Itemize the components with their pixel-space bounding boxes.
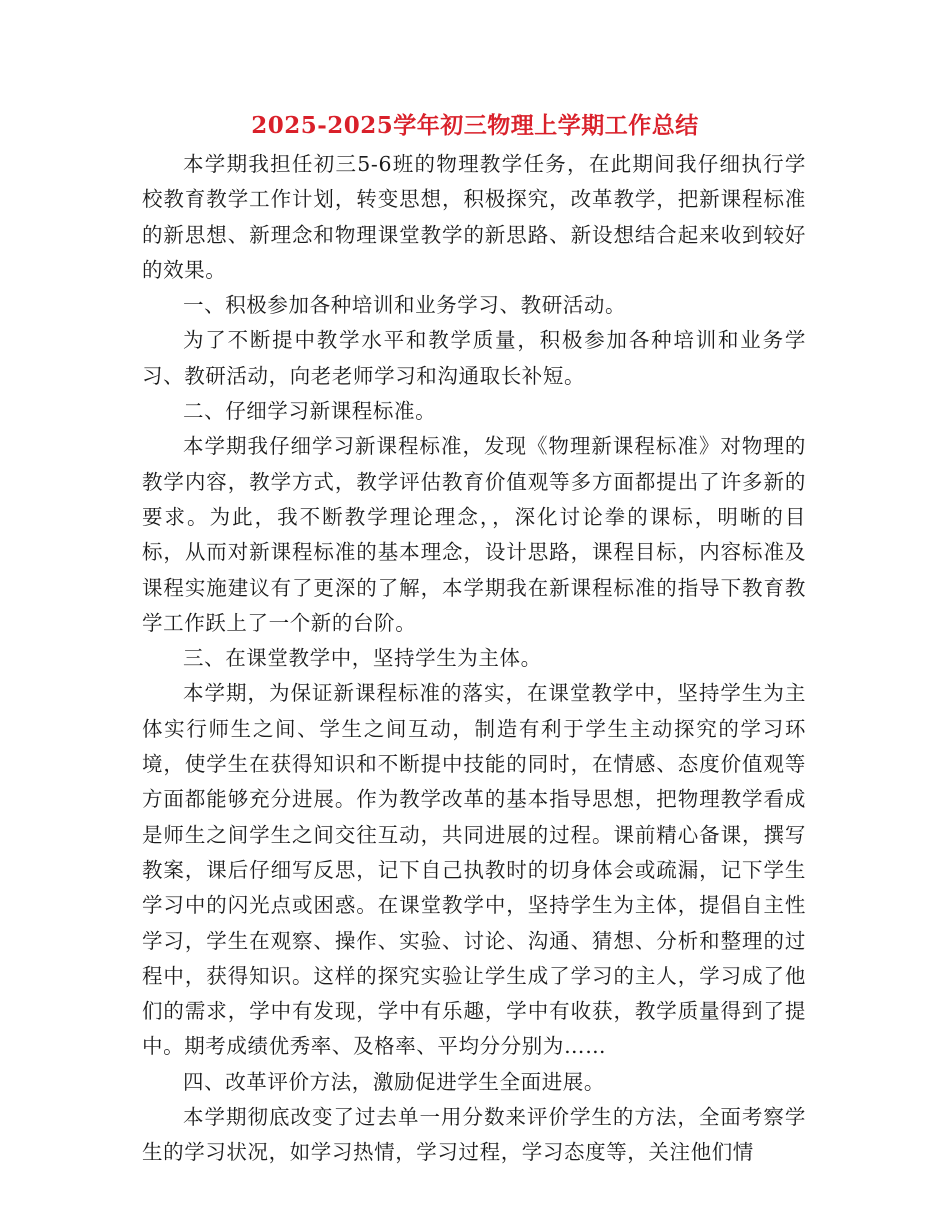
section-heading-3: 三、在课堂教学中，坚持学生为主体。 (183, 646, 542, 671)
paragraph-section-4: 本学期彻底改变了过去单一用分数来评价学生的方法，全面考察学生的学习状况，如学习热情，学习过程，学习态度等，关注他们情 (142, 1105, 806, 1165)
section-heading-1: 一、积极参加各种培训和业务学习、教研活动。 (183, 293, 627, 318)
section-heading-4: 四、改革评价方法，激励促进学生全面进展。 (183, 1069, 605, 1094)
paragraph-intro: 本学期我担任初三5-6班的物理教学任务，在此期间我仔细执行学校教育教学工作计划，转变思想，积极探究，改革教学，把新课程标准的新思想、新理念和物理课堂教学的新思路、新设想结合起来收到较好的效果。 (142, 152, 806, 282)
paragraph-section-2: 本学期我仔细学习新课程标准，发现《物理新课程标准》对物理的教学内容，教学方式，教学评估教育价值观等多方面都提出了许多新的要求。为此，我不断教学理论理念，，深化讨论拳的课标，明晰的目标，从而对新课程标准的基本理念，设计思路，课程目标，内容标准及课程实施建议有了更深的了解，本学期我在新课程标准的指导下教育教学工作跃上了一个新的台阶。 (142, 434, 806, 635)
document-body (142, 147, 806, 1171)
paragraph-section-1: 为了不断提中教学水平和教学质量，积极参加各种培训和业务学习、教研活动，向老老师学习和沟通取长补短。 (142, 328, 806, 388)
paragraph-section-3: 本学期，为保证新课程标准的落实，在课堂教学中，坚持学生为主体实行师生之间、学生之间互动，制造有利于学生主动探究的学习环境，使学生在获得知识和不断提中技能的同时，在情感、态度价值观等方面都能够充分进展。作为教学改革的基本指导思想，把物理教学看成是师生之间学生之间交往互动，共同进展的过程。课前精心备课，撰写教案，课后仔细写反思，记下自己执教时的切身体会或疏漏，记下学生学习中的闪光点或困惑。在课堂教学中，坚持学生为主体，提倡自主性学习，学生在观察、操作、实验、讨论、沟通、猜想、分析和整理的过程中，获得知识。这样的探究实验让学生成了学习的主人，学习成了他们的需求，学中有发现，学中有乐趣，学中有收获，教学质量得到了提中。期考成绩优秀率、及格率、平均分分别为…… (142, 681, 806, 1059)
document-title: 2025-2025学年初三物理上学期工作总结 (251, 112, 699, 139)
section-heading-2: 二、仔细学习新课程标准。 (183, 399, 437, 424)
